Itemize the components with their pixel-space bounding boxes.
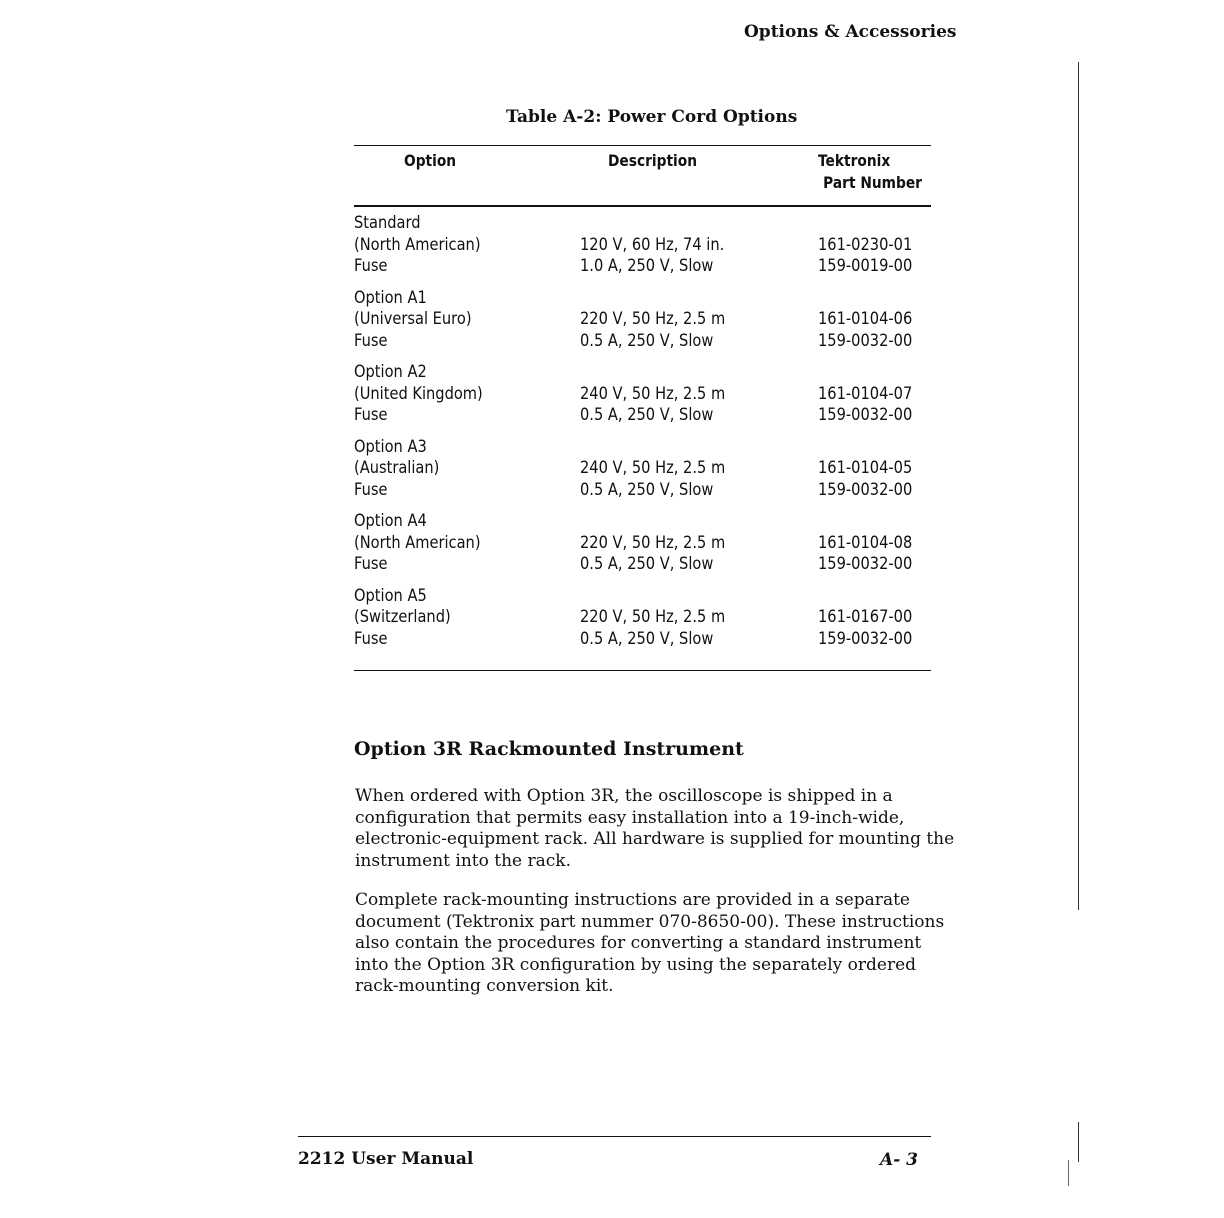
column-header-option: Option bbox=[404, 151, 457, 170]
cell-description: 0.5 A, 250 V, Slow bbox=[580, 330, 714, 351]
column-header-part-line1: Tektronix bbox=[818, 151, 891, 170]
table-row bbox=[354, 288, 931, 310]
table-row bbox=[354, 309, 931, 331]
cell-part-number: 161-0167-00 bbox=[818, 607, 913, 627]
option-group bbox=[354, 511, 931, 576]
cell-part-number: 161-0104-08 bbox=[818, 532, 913, 553]
cell-option: Fuse bbox=[354, 256, 388, 276]
table-bottom-rule bbox=[354, 670, 931, 671]
table-row bbox=[354, 362, 931, 384]
cell-part-number: 159-0019-00 bbox=[818, 256, 913, 276]
column-header-part-line2: Part Number bbox=[823, 173, 922, 192]
cell-part-number: 159-0032-00 bbox=[818, 554, 913, 574]
cell-option: Option A4 bbox=[354, 511, 427, 531]
cell-option: Option A3 bbox=[354, 436, 427, 457]
margin-line bbox=[1068, 1160, 1069, 1186]
cell-description: 0.5 A, 250 V, Slow bbox=[580, 554, 714, 574]
table-top-rule bbox=[354, 145, 931, 146]
table-row bbox=[354, 235, 931, 257]
margin-line bbox=[1078, 1122, 1079, 1162]
option-group bbox=[354, 362, 931, 427]
cell-option: Fuse bbox=[354, 330, 388, 351]
table-body bbox=[354, 213, 931, 660]
table-row bbox=[354, 458, 931, 480]
table-row bbox=[354, 480, 931, 502]
table-title: Table A-2: Power Cord Options bbox=[506, 107, 798, 127]
cell-part-number: 161-0104-05 bbox=[818, 458, 913, 478]
margin-line bbox=[1078, 62, 1079, 910]
footer-page-number: A- 3 bbox=[880, 1150, 918, 1170]
cell-part-number: 159-0032-00 bbox=[818, 330, 913, 351]
cell-description: 220 V, 50 Hz, 2.5 m bbox=[580, 532, 726, 553]
cell-part-number: 159-0032-00 bbox=[818, 628, 913, 649]
cell-description: 0.5 A, 250 V, Slow bbox=[580, 405, 714, 425]
section-heading: Option 3R Rackmounted Instrument bbox=[354, 738, 744, 760]
column-header-part-number bbox=[818, 150, 922, 194]
table-row bbox=[354, 384, 931, 406]
table-row bbox=[354, 405, 931, 427]
cell-description: 0.5 A, 250 V, Slow bbox=[580, 479, 714, 500]
cell-option: Fuse bbox=[354, 628, 388, 649]
cell-option: (Switzerland) bbox=[354, 607, 451, 627]
cell-option: Fuse bbox=[354, 554, 388, 574]
cell-part-number: 161-0104-06 bbox=[818, 309, 913, 329]
cell-option: Option A5 bbox=[354, 585, 427, 606]
cell-option: (North American) bbox=[354, 532, 481, 553]
cell-description: 1.0 A, 250 V, Slow bbox=[580, 256, 714, 276]
option-group bbox=[354, 437, 931, 502]
cell-description: 240 V, 50 Hz, 2.5 m bbox=[580, 458, 726, 478]
section-header: Options & Accessories bbox=[744, 22, 957, 42]
cell-option: (North American) bbox=[354, 234, 481, 255]
cell-option: Standard bbox=[354, 213, 421, 233]
cell-description: 240 V, 50 Hz, 2.5 m bbox=[580, 383, 726, 404]
cell-part-number: 161-0104-07 bbox=[818, 383, 913, 404]
cell-part-number: 161-0230-01 bbox=[818, 234, 913, 255]
footer-rule bbox=[298, 1136, 931, 1137]
cell-description: 220 V, 50 Hz, 2.5 m bbox=[580, 309, 726, 329]
table-row bbox=[354, 629, 931, 651]
paragraph-2: Complete rack-mounting instructions are provided in a separate document (Tektronix part nummer 070-8650-00). These instructions also contain the procedures for converting a standard instrument into the Option 3R configuration by using the separately ordered rack-mounting conversion kit. bbox=[355, 890, 945, 996]
table-row bbox=[354, 533, 931, 555]
table-row bbox=[354, 213, 931, 235]
cell-option: (United Kingdom) bbox=[354, 383, 483, 404]
table-row bbox=[354, 256, 931, 278]
table-row bbox=[354, 607, 931, 629]
paragraph-1: When ordered with Option 3R, the oscilloscope is shipped in a configuration that permits easy installation into a 19-inch-wide, electronic-equipment rack. All hardware is supplied for mounting the instrument into the rack. bbox=[355, 786, 955, 871]
table-row bbox=[354, 554, 931, 576]
table-row bbox=[354, 437, 931, 459]
option-group bbox=[354, 288, 931, 353]
option-group bbox=[354, 586, 931, 651]
footer-manual-title: 2212 User Manual bbox=[298, 1149, 474, 1169]
cell-option: Fuse bbox=[354, 479, 388, 500]
cell-part-number: 159-0032-00 bbox=[818, 405, 913, 425]
table-row bbox=[354, 511, 931, 533]
cell-option: Option A2 bbox=[354, 362, 427, 382]
cell-option: Fuse bbox=[354, 405, 388, 425]
column-header-description: Description bbox=[608, 151, 697, 170]
cell-option: (Australian) bbox=[354, 458, 440, 478]
table-row bbox=[354, 331, 931, 353]
cell-option: Option A1 bbox=[354, 287, 427, 308]
table-row bbox=[354, 586, 931, 608]
cell-description: 120 V, 60 Hz, 74 in. bbox=[580, 234, 725, 255]
table-header-rule bbox=[354, 205, 931, 207]
cell-description: 220 V, 50 Hz, 2.5 m bbox=[580, 607, 726, 627]
cell-description: 0.5 A, 250 V, Slow bbox=[580, 628, 714, 649]
cell-option: (Universal Euro) bbox=[354, 309, 472, 329]
option-group bbox=[354, 213, 931, 278]
cell-part-number: 159-0032-00 bbox=[818, 479, 913, 500]
